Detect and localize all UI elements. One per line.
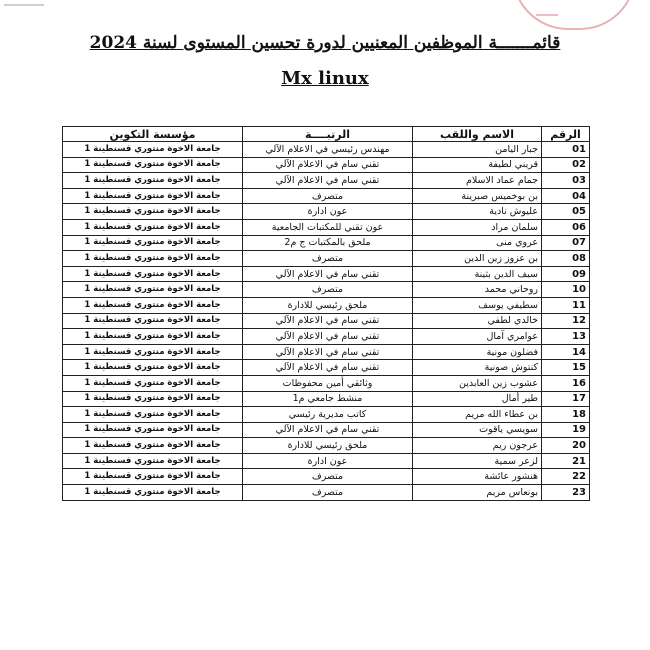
row-rank: عون ادارة [243, 204, 413, 220]
row-institution: جامعة الاخوة منتوري قسنطينة 1 [63, 329, 243, 345]
header-institution: مؤسسة التكوين [63, 127, 243, 142]
table-row [63, 485, 590, 501]
table-row [63, 219, 590, 235]
row-institution: جامعة الاخوة منتوري قسنطينة 1 [63, 422, 243, 438]
row-name: خالدي لطفي [413, 313, 542, 329]
row-institution: جامعة الاخوة منتوري قسنطينة 1 [63, 297, 243, 313]
row-number: 22 [542, 469, 590, 485]
employee-table [62, 126, 590, 501]
official-stamp [512, 0, 636, 30]
row-number: 03 [542, 173, 590, 189]
row-rank: عون ادارة [243, 453, 413, 469]
row-institution: جامعة الاخوة منتوري قسنطينة 1 [63, 266, 243, 282]
row-number: 18 [542, 407, 590, 423]
document-subtitle: Mx linux [281, 68, 369, 89]
row-institution: جامعة الاخوة منتوري قسنطينة 1 [63, 469, 243, 485]
scan-edge-mark [4, 4, 44, 6]
row-number: 20 [542, 438, 590, 454]
row-name: جمام عماد الاسلام [413, 173, 542, 189]
row-rank: تقني سام في الاعلام الآلي [243, 313, 413, 329]
stamp-signature-mark [536, 6, 558, 16]
table-row [63, 313, 590, 329]
row-rank: تقني سام في الاعلام الآلي [243, 422, 413, 438]
row-institution: جامعة الاخوة منتوري قسنطينة 1 [63, 204, 243, 220]
row-name: روحاني محمد [413, 282, 542, 298]
row-number: 02 [542, 157, 590, 173]
row-number: 07 [542, 235, 590, 251]
row-rank: ملحق رئيسي للادارة [243, 297, 413, 313]
row-number: 17 [542, 391, 590, 407]
table-row [63, 142, 590, 158]
row-name: هنشور عائشة [413, 469, 542, 485]
row-name: كنتوش صونية [413, 360, 542, 376]
header-rank: الرتبــــة [243, 127, 413, 142]
row-number: 21 [542, 453, 590, 469]
row-institution: جامعة الاخوة منتوري قسنطينة 1 [63, 157, 243, 173]
row-rank: متصرف [243, 251, 413, 267]
row-rank: متصرف [243, 469, 413, 485]
row-number: 15 [542, 360, 590, 376]
row-institution: جامعة الاخوة منتوري قسنطينة 1 [63, 375, 243, 391]
row-name: سويسي ياقوت [413, 422, 542, 438]
row-rank: تقني سام في الاعلام الآلي [243, 157, 413, 173]
table-row [63, 329, 590, 345]
row-rank: وثائقي أمين محفوظات [243, 375, 413, 391]
row-institution: جامعة الاخوة منتوري قسنطينة 1 [63, 188, 243, 204]
row-rank: متصرف [243, 282, 413, 298]
row-name: عشوب زين العابدين [413, 375, 542, 391]
row-institution: جامعة الاخوة منتوري قسنطينة 1 [63, 360, 243, 376]
row-number: 05 [542, 204, 590, 220]
row-number: 16 [542, 375, 590, 391]
table-row [63, 204, 590, 220]
row-name: بن عطاء الله مريم [413, 407, 542, 423]
row-number: 04 [542, 188, 590, 204]
row-name: عليوش نادية [413, 204, 542, 220]
row-number: 13 [542, 329, 590, 345]
row-rank: كاتب مديرية رئيسي [243, 407, 413, 423]
row-institution: جامعة الاخوة منتوري قسنطينة 1 [63, 313, 243, 329]
row-rank: تقني سام في الاعلام الآلي [243, 266, 413, 282]
row-number: 08 [542, 251, 590, 267]
row-rank: مهندس رئيسي في الاعلام الآلي [243, 142, 413, 158]
table-row [63, 235, 590, 251]
row-name: جبار اليامن [413, 142, 542, 158]
table-row [63, 391, 590, 407]
row-name: فضلون مونية [413, 344, 542, 360]
row-institution: جامعة الاخوة منتوري قسنطينة 1 [63, 438, 243, 454]
row-institution: جامعة الاخوة منتوري قسنطينة 1 [63, 142, 243, 158]
table-row [63, 266, 590, 282]
row-name: عروي منى [413, 235, 542, 251]
row-name: سلمان مراد [413, 219, 542, 235]
row-rank: عون تقني للمكتبات الجامعية [243, 219, 413, 235]
row-rank: تقني سام في الاعلام الآلي [243, 344, 413, 360]
table-row [63, 407, 590, 423]
row-institution: جامعة الاخوة منتوري قسنطينة 1 [63, 407, 243, 423]
row-name: سيف الدين بثينة [413, 266, 542, 282]
row-institution: جامعة الاخوة منتوري قسنطينة 1 [63, 344, 243, 360]
table-row [63, 251, 590, 267]
row-name: عرجون ريم [413, 438, 542, 454]
table-row [63, 453, 590, 469]
row-name: طير أمال [413, 391, 542, 407]
row-number: 10 [542, 282, 590, 298]
table-row [63, 157, 590, 173]
row-rank: متصرف [243, 485, 413, 501]
table-row [63, 173, 590, 189]
row-number: 19 [542, 422, 590, 438]
table-body [63, 142, 590, 501]
row-name: عوامري آمال [413, 329, 542, 345]
row-institution: جامعة الاخوة منتوري قسنطينة 1 [63, 251, 243, 267]
table-row [63, 297, 590, 313]
row-rank: تقني سام في الاعلام الآلي [243, 173, 413, 189]
table-row [63, 282, 590, 298]
row-institution: جامعة الاخوة منتوري قسنطينة 1 [63, 453, 243, 469]
row-rank: منشط جامعي م1 [243, 391, 413, 407]
row-institution: جامعة الاخوة منتوري قسنطينة 1 [63, 219, 243, 235]
table-row [63, 422, 590, 438]
row-number: 14 [542, 344, 590, 360]
row-institution: جامعة الاخوة منتوري قسنطينة 1 [63, 485, 243, 501]
row-name: بن بوخميس صبرينة [413, 188, 542, 204]
row-institution: جامعة الاخوة منتوري قسنطينة 1 [63, 173, 243, 189]
row-number: 11 [542, 297, 590, 313]
table-row [63, 469, 590, 485]
header-number: الرقم [542, 127, 590, 142]
row-number: 09 [542, 266, 590, 282]
table-row [63, 360, 590, 376]
table-row [63, 438, 590, 454]
row-number: 06 [542, 219, 590, 235]
row-rank: متصرف [243, 188, 413, 204]
table-row [63, 344, 590, 360]
row-name: لزعر سمية [413, 453, 542, 469]
table-row [63, 375, 590, 391]
document-title: قائمـــــــة الموظفين المعنيين لدورة تحسين المستوى لسنة 2024 [89, 33, 561, 53]
row-number: 12 [542, 313, 590, 329]
row-name: سطيفي يوسف [413, 297, 542, 313]
row-institution: جامعة الاخوة منتوري قسنطينة 1 [63, 282, 243, 298]
row-number: 01 [542, 142, 590, 158]
row-rank: ملحق رئيسي للادارة [243, 438, 413, 454]
row-rank: تقني سام في الاعلام الآلي [243, 360, 413, 376]
header-name: الاسم واللقب [413, 127, 542, 142]
row-number: 23 [542, 485, 590, 501]
row-name: بن عزوز زين الدين [413, 251, 542, 267]
row-name: بونعاس مريم [413, 485, 542, 501]
row-institution: جامعة الاخوة منتوري قسنطينة 1 [63, 391, 243, 407]
row-name: قريني لطيفة [413, 157, 542, 173]
row-institution: جامعة الاخوة منتوري قسنطينة 1 [63, 235, 243, 251]
row-rank: ملحق بالمكتبات ج م2 [243, 235, 413, 251]
table-row [63, 188, 590, 204]
table-header-row [63, 127, 590, 142]
row-rank: تقني سام في الاعلام الآلي [243, 329, 413, 345]
